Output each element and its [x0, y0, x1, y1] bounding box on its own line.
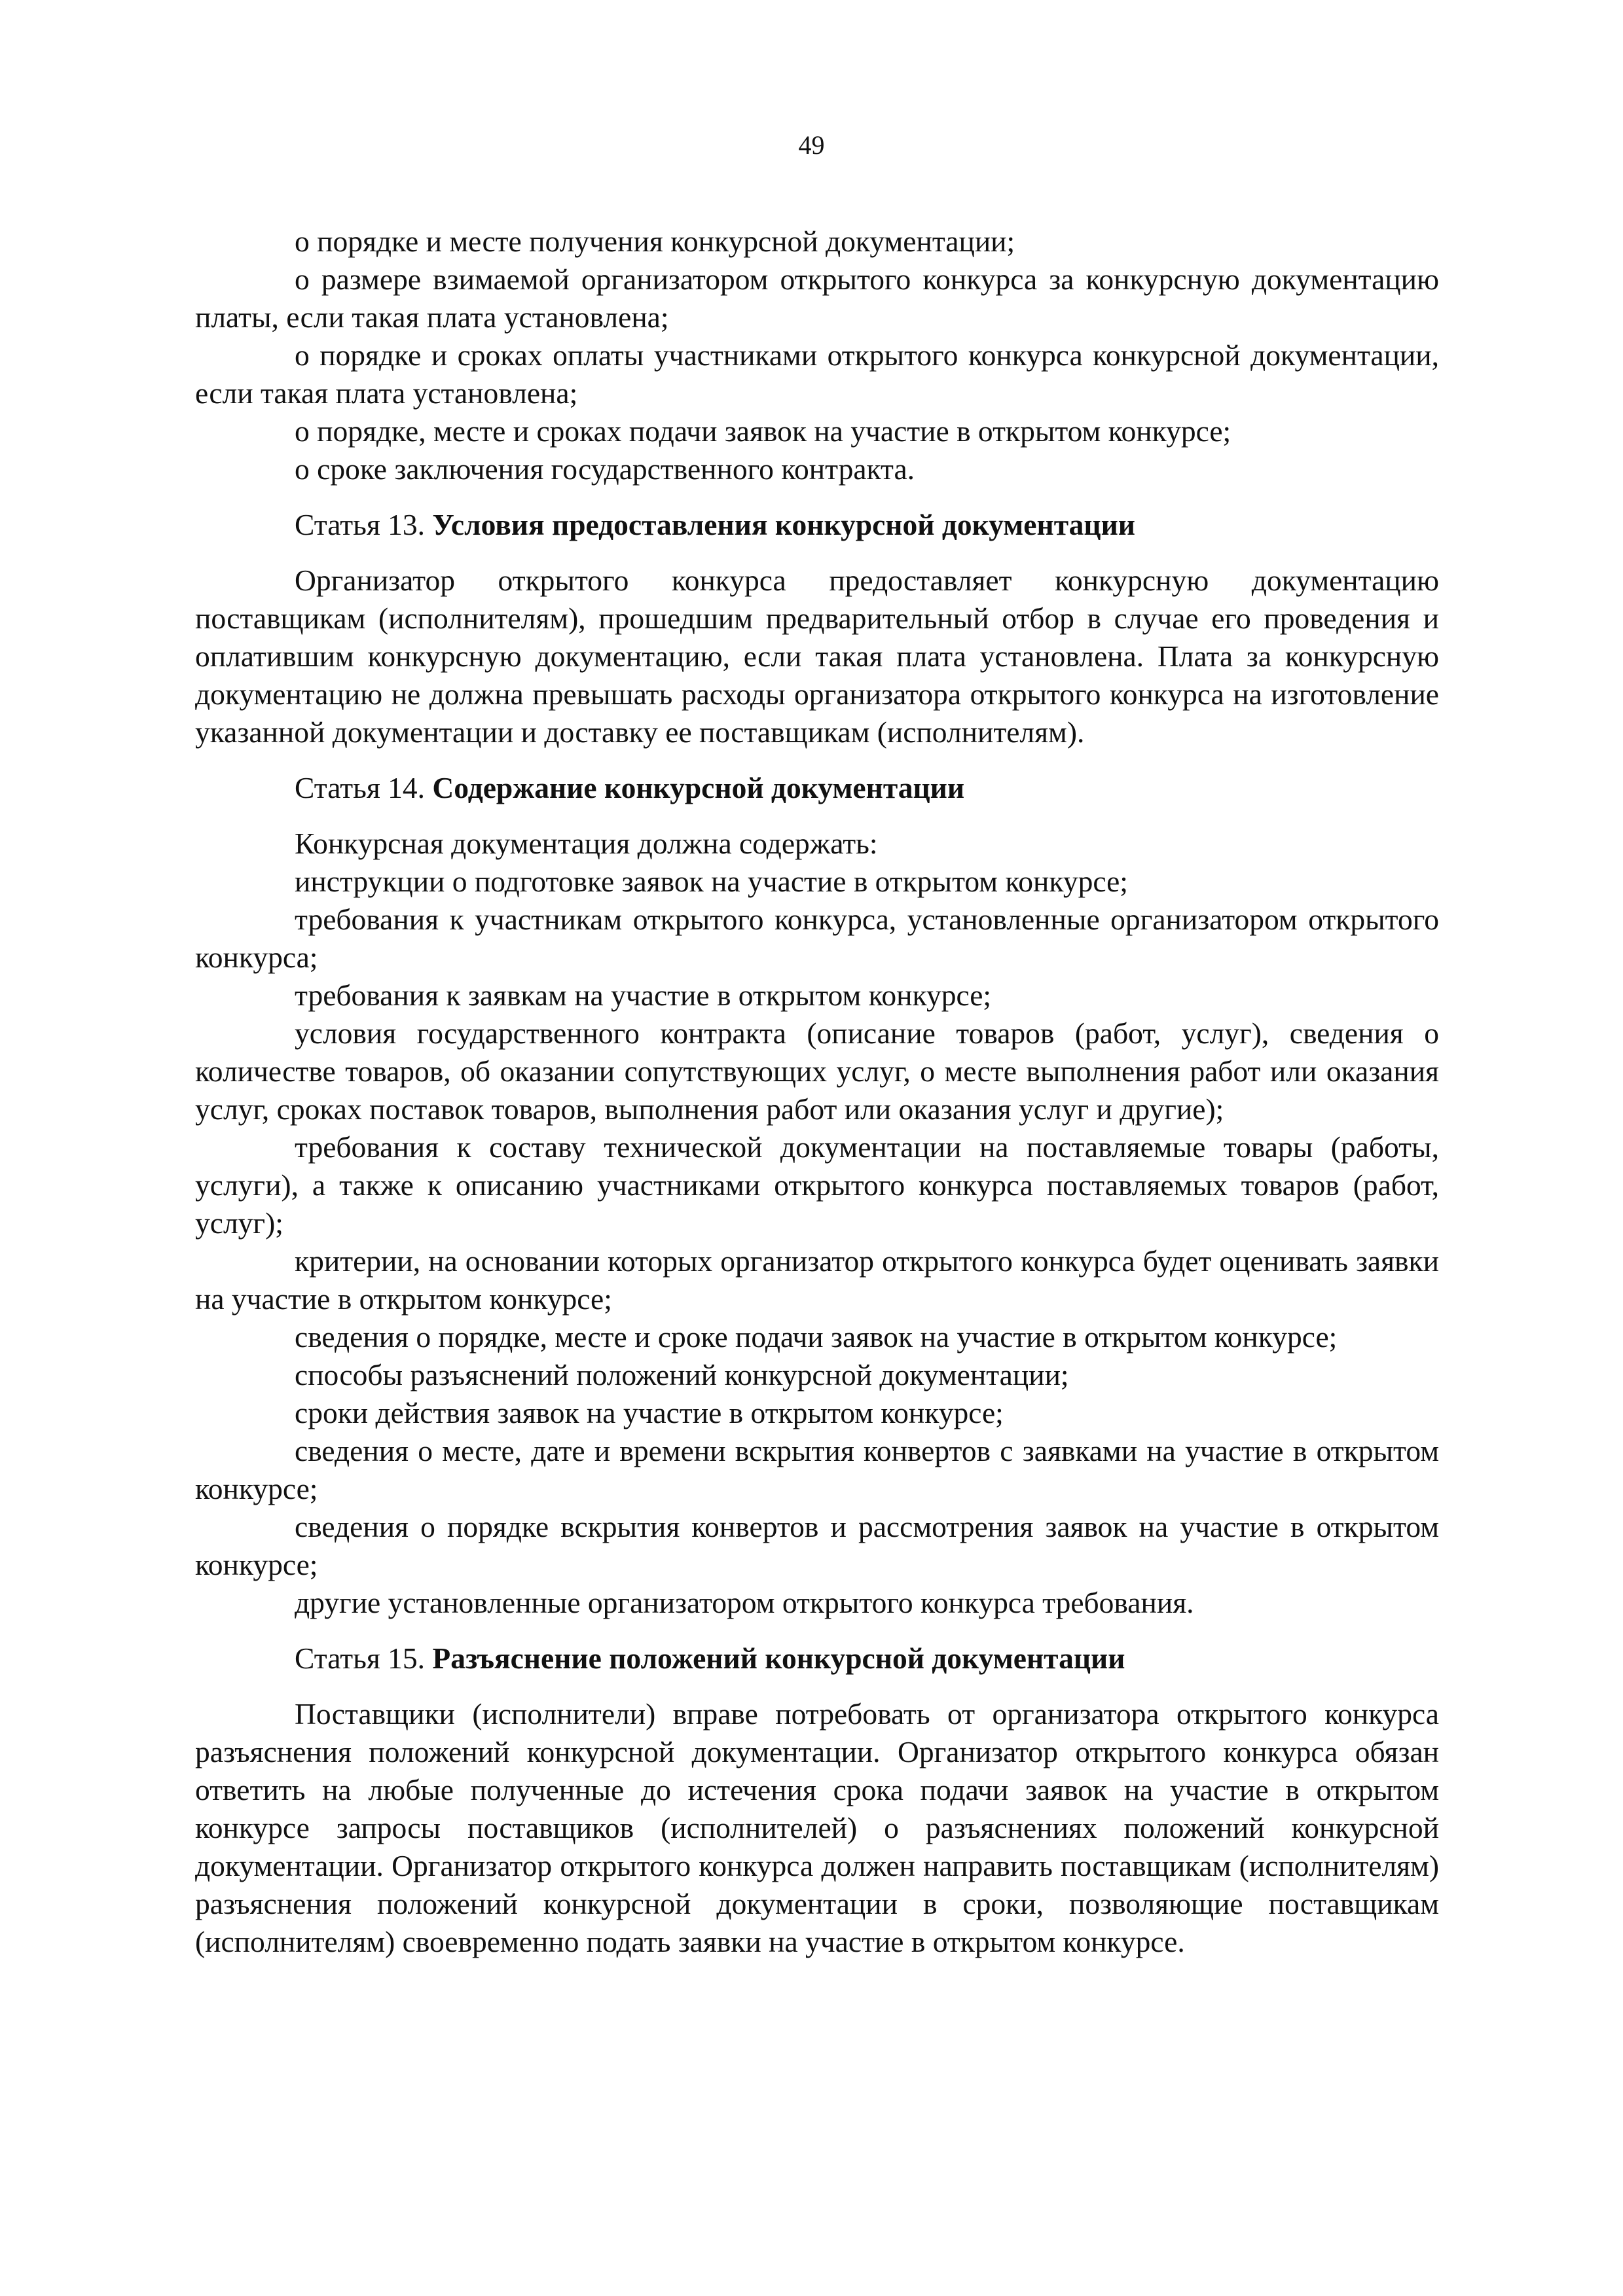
article-15-label: Статья 15.	[295, 1641, 426, 1675]
article-14-paragraph: критерии, на основании которых организатор открытого конкурса будет оценивать заявки на участие в открытом конкурсе;	[195, 1244, 1439, 1316]
article-14-paragraph: способы разъяснений положений конкурсной документации;	[295, 1358, 1069, 1391]
intro-item: о размере взимаемой организатором открытого конкурса за конкурсную документацию платы, если такая плата установлена;	[195, 262, 1439, 334]
article-15-paragraph: Поставщики (исполнители) вправе потребовать от организатора открытого конкурса разъяснения положений конкурсной документации. Организатор открытого конкурса обязан ответить на любые полученные до истечения срока подачи заявок на участие в открытом конкурсе запросы поставщиков (исполнителей) о разъяснениях положений конкурсной документации. Организатор открытого конкурса должен направить поставщикам (исполнителям) разъяснения положений конкурсной документации в сроки, позволяющие поставщикам (исполнителям) своевременно подать заявки на участие в открытом конкурсе.	[195, 1697, 1439, 1958]
article-14-paragraph: требования к участникам открытого конкурса, установленные организатором открытого конкурса;	[195, 903, 1439, 974]
article-14-paragraph: инструкции о подготовке заявок на участие в открытом конкурсе;	[295, 865, 1128, 898]
article-13-label: Статья 13.	[295, 508, 426, 541]
article-14-paragraph: другие установленные организатором открытого конкурса требования.	[295, 1586, 1194, 1619]
article-14-paragraph: сведения о месте, дате и времени вскрытия конвертов с заявками на участие в открытом конкурсе;	[195, 1434, 1439, 1505]
intro-item: о порядке и сроках оплаты участниками открытого конкурса конкурсной документации, если такая плата установлена;	[195, 338, 1439, 410]
article-14-paragraph: сведения о порядке, месте и сроке подачи заявок на участие в открытом конкурсе;	[295, 1320, 1338, 1354]
article-14-paragraph: условия государственного контракта (описание товаров (работ, услуг), сведения о количестве товаров, об оказании сопутствующих услуг, о месте выполнения работ или оказания услуг, сроках поставок товаров, выполнения работ или оказания услуг и другие);	[195, 1016, 1439, 1126]
article-15-title: Разъяснение положений конкурсной документации	[432, 1641, 1125, 1675]
article-14-label: Статья 14.	[295, 771, 426, 804]
intro-item: о сроке заключения государственного контракта.	[295, 452, 915, 486]
article-13-title: Условия предоставления конкурсной документации	[432, 508, 1136, 541]
page-number: 49	[798, 130, 825, 160]
document-body	[195, 223, 1439, 1961]
article-14-paragraph: сроки действия заявок на участие в открытом конкурсе;	[295, 1396, 1004, 1429]
intro-item: о порядке и месте получения конкурсной документации;	[295, 224, 1015, 258]
intro-item: о порядке, месте и сроках подачи заявок на участие в открытом конкурсе;	[295, 414, 1231, 448]
article-14-paragraph: Конкурсная документация должна содержать:	[295, 827, 878, 860]
article-14-paragraph: сведения о порядке вскрытия конвертов и рассмотрения заявок на участие в открытом конкурсе;	[195, 1510, 1439, 1581]
article-14-title: Содержание конкурсной документации	[432, 771, 965, 804]
article-14-paragraph: требования к составу технической документации на поставляемые товары (работы, услуги), а также к описанию участниками открытого конкурса поставляемых товаров (работ, услуг);	[195, 1130, 1439, 1240]
article-14-heading	[195, 769, 1439, 807]
article-14-paragraph: требования к заявкам на участие в открытом конкурсе;	[295, 978, 992, 1012]
article-15-heading	[195, 1640, 1439, 1677]
article-13-paragraph: Организатор открытого конкурса предоставляет конкурсную документацию поставщикам (исполнителям), прошедшим предварительный отбор в случае его проведения и оплатившим конкурсную документацию, если такая плата установлена. Плата за конкурсную документацию не должна превышать расходы организатора открытого конкурса на изготовление указанной документации и доставку ее поставщикам (исполнителям).	[195, 564, 1439, 749]
article-13-heading	[195, 506, 1439, 544]
